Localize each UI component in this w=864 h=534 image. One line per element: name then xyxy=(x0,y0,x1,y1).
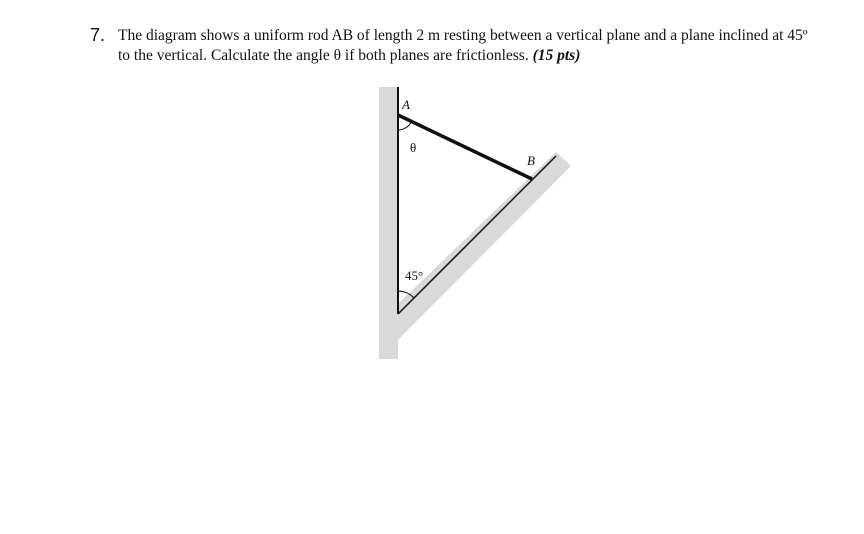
inclined-plane-shading xyxy=(379,152,571,359)
theta-arc xyxy=(398,122,412,131)
question-text: The diagram shows a uniform rod AB of length 2 m resting between a vertical plane and a plane inclined at 45º to the vertical. Calculate the angle θ if both planes are frictionless. xyxy=(118,27,808,64)
label-b: B xyxy=(527,153,535,168)
rod-diagram-svg xyxy=(370,80,590,370)
question-text-block xyxy=(118,26,808,66)
question-points: (15 pts) xyxy=(532,47,581,64)
question-number: 7. xyxy=(90,25,106,45)
inclined-plane-line xyxy=(398,156,556,314)
label-45-degrees: 45° xyxy=(405,268,424,283)
label-a: A xyxy=(402,97,410,112)
rod-ab xyxy=(398,115,532,179)
rod-diagram xyxy=(370,80,590,370)
label-theta: θ xyxy=(410,140,417,155)
